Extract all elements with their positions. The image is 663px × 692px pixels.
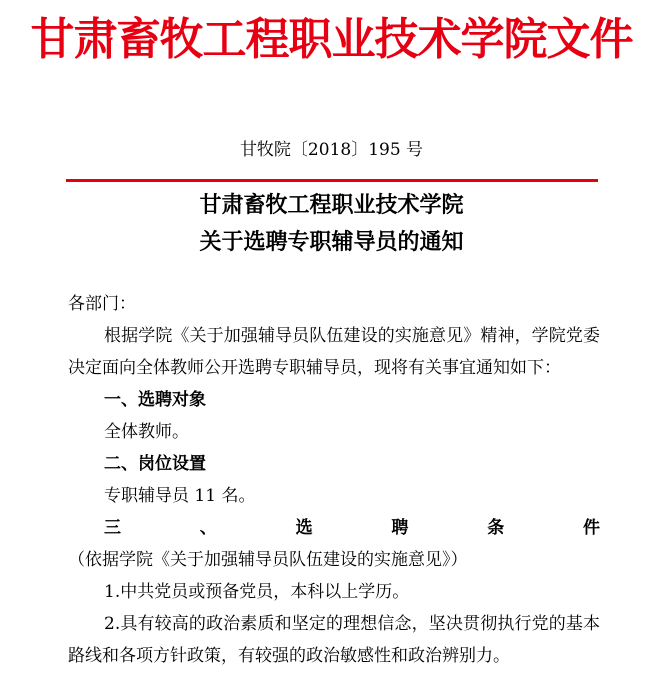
section-3-item-1: 1.中共党员或预备党员，本科以上学历。 [104, 582, 410, 602]
section-3-heading-line [68, 512, 600, 576]
section-1-text: 全体教师。 [104, 422, 189, 442]
intro-paragraph: 根据学院《关于加强辅导员队伍建设的实施意见》精神，学院党委决定面向全体教师公开选聘专职辅导员，现将有关事宜通知如下： [68, 326, 600, 378]
salutation: 各部门： [68, 294, 136, 314]
document-number: 甘牧院〔2018〕195 号 [239, 140, 424, 160]
section-3-note: （依据学院《关于加强辅导员队伍建设的实施意见》） [68, 550, 468, 570]
notice-body [68, 288, 600, 672]
section-3-item-2: 2.具有较高的政治素质和坚定的理想信念，坚决贯彻执行党的基本路线和各项方针政策，有较强的政治敏感性和政治辨别力。 [68, 614, 600, 666]
section-1-heading: 一、选聘对象 [104, 390, 206, 410]
section-3-heading: 三、选聘条件 [104, 518, 600, 538]
red-divider-line [66, 179, 598, 182]
notice-title-line-2: 关于选聘专职辅导员的通知 [199, 230, 464, 255]
document-masthead: 甘肃畜牧工程职业技术学院文件 [30, 14, 633, 65]
section-2-text: 专职辅导员 11 名。 [104, 486, 256, 506]
section-2-heading: 二、岗位设置 [104, 454, 206, 474]
notice-title-line-1: 甘肃畜牧工程职业技术学院 [199, 193, 464, 218]
